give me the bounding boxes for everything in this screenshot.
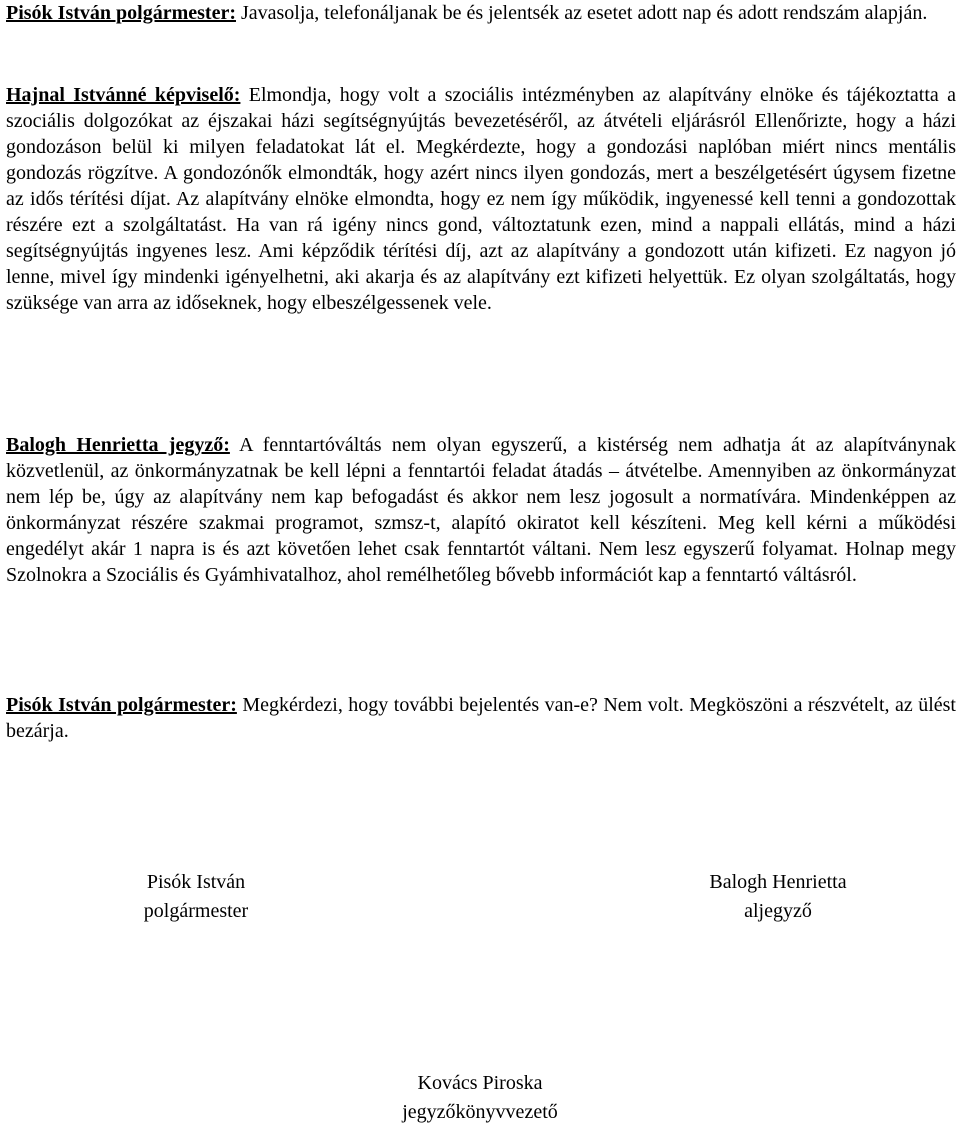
paragraph-4 bbox=[6, 692, 956, 744]
paragraph-3 bbox=[6, 432, 956, 588]
speaker-label: Balogh Henrietta jegyző: bbox=[6, 434, 230, 456]
paragraph-text: A fenntartóváltás nem olyan egyszerű, a kistérség nem adhatja át az alapítványnak közvetlenül, az önkormányzatnak be kell lépni a fenntartói feladat átadás – átvételbe. Amennyiben az önkormányzat nem lép be, úgy az alapítvány nem kap befogadást és akkor nem lesz jogosult a normatívára. Mindenképpen az önkormányzat részére szakmai programot, szmsz-t, alapító okiratot kell készíteni. Meg kell kérni a működési engedélyt akár 1 napra is és azt követően lehet csak fenntartót váltani. Nem lesz egyszerű folyamat. Holnap megy Szolnokra a Szociális és Gyámhivatalhoz, ahol remélhetőleg bővebb információt kap a fenntartó váltásról. bbox=[6, 434, 957, 586]
paragraph-text: Elmondja, hogy volt a szociális intézményben az alapítvány elnöke és tájékoztatta a szociális dolgozókat az éjszakai házi segítségnyújtás bevezetéséről, az átvételi eljárásról Ellenőrizte, hogy a házi gondozáson belül ki milyen feladatokat lát el. Megkérdezte, hogy a gondozási naplóban miért nincs mentális gondozás rögzítve. A gondozónők elmondták, hogy azért nincs ilyen gondozás, mert a beszélgetésért úgysem fizetne az idős térítési díjat. Az alapítvány elnöke elmondta, hogy ez nem így működik, ingyenessé kell tenni a gondozottak részére ezt a szolgáltatást. Ha van rá igény nincs gond, változtatunk ezen, mind a nappali ellátás, mind a házi segítségnyújtás ingyenes lesz. Ami képződik térítési díj, azt az alapítvány a gondozott után kifizeti. Ez nagyon jó lenne, mivel így mindenki igényelhetni, aki akarja és az alapítvány ezt kifizeti helyettük. Ez olyan szolgáltatás, hogy szüksége van arra az időseknek, hogy elbeszélgessenek vele. bbox=[6, 84, 956, 314]
paragraph-2 bbox=[6, 82, 956, 316]
signature-title: jegyzőkönyvvezető bbox=[402, 1101, 558, 1123]
signature-title: aljegyző bbox=[744, 900, 812, 922]
speaker-label: Pisók István polgármester: bbox=[6, 694, 237, 716]
signature-block-notary bbox=[678, 868, 878, 926]
signature-name: Balogh Henrietta bbox=[709, 871, 847, 893]
paragraph-text: Javasolja, telefonáljanak be és jelentsék az esetet adott nap és adott rendszám alapján. bbox=[235, 2, 928, 24]
signature-block-recorder bbox=[370, 1069, 590, 1127]
signature-block-mayor bbox=[96, 868, 296, 926]
paragraph-1 bbox=[6, 0, 927, 26]
speaker-label: Pisók István polgármester: bbox=[6, 2, 236, 24]
speaker-label: Hajnal Istvánné képviselő: bbox=[6, 84, 241, 106]
signature-name: Pisók István bbox=[146, 871, 246, 893]
paragraph-text: Megkérdezi, hogy további bejelentés van-e? Nem volt. Megköszöni a részvételt, az ülést bezárja. bbox=[6, 694, 956, 742]
signature-name: Kovács Piroska bbox=[417, 1072, 543, 1094]
signature-title: polgármester bbox=[143, 900, 249, 922]
